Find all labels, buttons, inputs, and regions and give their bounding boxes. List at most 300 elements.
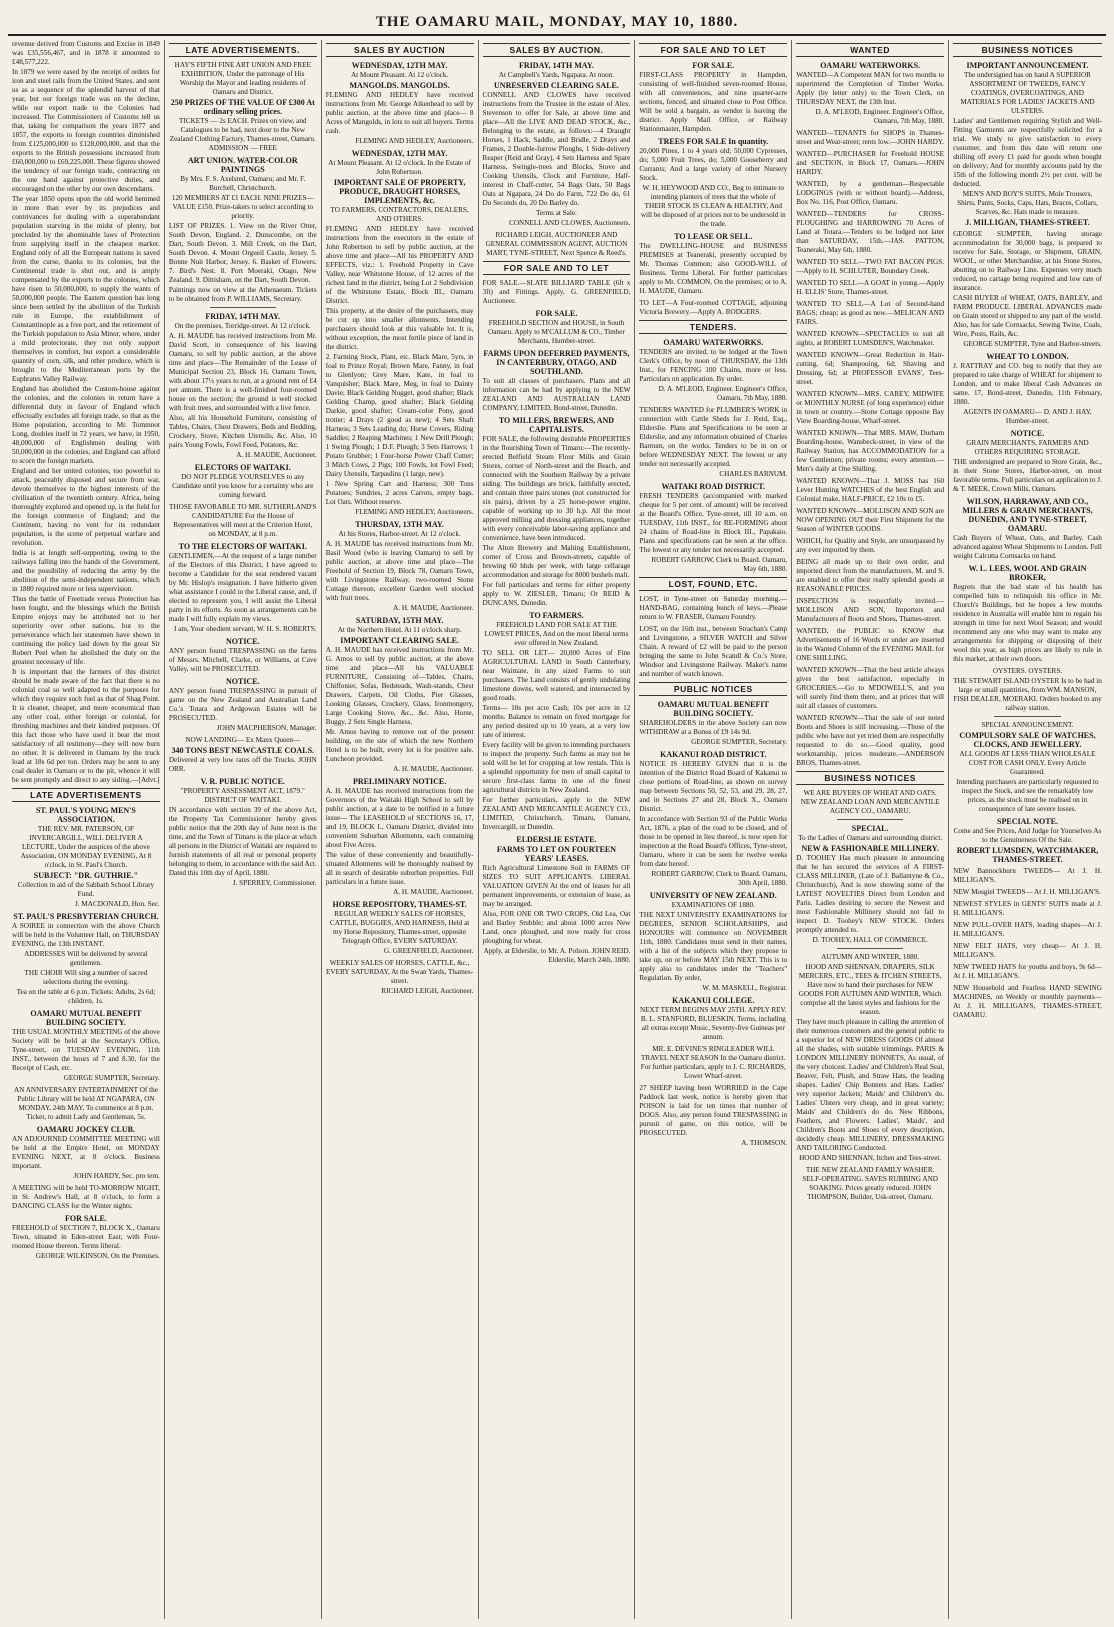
advertisement — [796, 666, 944, 711]
ad-text: 2. Farming Stock, Plant, etc. Black Mare, 5yrs, in foal to Prince Royal; Brown Mare, Fanny, in foal to Glenlyon; Grey Mare, Kate, in foal to Vanquisher; Black Mare, Meg, in foal to Dainty Davie; Black Gelding Nugget, good shafter; Black Gelding Champ, good shafter; Black Gelding Darkie, good shafter; Cream-color Pony, good trotter; 4 Drays (2 good as new); 4 Sets Shaft Harness; 3 Sets Leading do; Horse Covers, Riding Saddles; 2 Reaping Machines; 1 New Drill Plough; 1 Swing Plough; 1 D.F. Plough; 3 Sets Harrows; 1 Potato Grubber; 1 Four-horse Power Chaff Cutter; 3 Milch Cows, 2 Pigs; 100 Fowls, lot Fowl Feed; Dairy Utensils, Tarpaulins (1 large, new). — [325, 353, 474, 478]
ad-text: Apply, at Elderslie, to Mr. A. Polson. JOHN REID. Elderslie, March 24th, 1880. — [483, 947, 631, 964]
ad-text: NEW FELT HATS, very cheap— At J. H. MILLIGAN'S. — [953, 942, 1102, 959]
advertisement — [953, 817, 1102, 864]
ad-text: Rich Agricultural Limestone Soil in FARMS OF SIZES TO SUIT APPLICANTS. LIBERAL VALUATION GIVEN At the end of leases for all permanent improvements, or extension of lease, as may be arranged. — [482, 864, 631, 908]
column-1 — [8, 40, 165, 1619]
advertisement — [483, 231, 631, 258]
ad-text: EXAMINATIONS OF 1880. — [671, 901, 755, 909]
ad-text: Come and See Prices, And Judge for Yourselves As to the Genuineness Of the Sale. — [953, 827, 1102, 844]
ad-text: Tea on the table at 6 p.m. Tickets: Adults, 2s 6d; children, 1s. — [16, 988, 156, 1005]
ad-text: FRIDAY, 14TH MAY. — [519, 61, 594, 70]
advertisement — [639, 595, 787, 622]
section-heading: FOR SALE AND TO LET — [483, 261, 631, 275]
ad-text: Collection in aid of the Sabbath School Library Fund. — [17, 881, 155, 898]
ad-text: GEORGE SUMPTER, Secretary. — [63, 1074, 160, 1082]
ad-text: Terms— 10s per acre Cash; 10s per acre in 12 months. Balance to remain on fixed mortgage for any period desired up to 10 years, at a very low rate of interest. — [482, 704, 631, 739]
ad-text: revenue derived from Customs and Excise in 1849 was £35,556,467, and in 1878 it amounted to £48,577,222. — [12, 40, 160, 66]
ad-text: England has abolished the Custom-house against the colonies, and the colonies in return have a differential duty in favour of England which effectually excludes all foreign trade, so that as the Home population, according to Mr. Tommnot Long, doubles itself in 72 years, we have, in 1950, 48,000,000 of Englishmen dealing with 50,000,000 in the colonies, and England can afford to scorn the foreign markets. — [12, 385, 160, 465]
ad-text: OAMARU WATERWORKS. — [820, 61, 921, 70]
ad-text: A. H. MAUDE, Auctioneer. — [393, 765, 474, 773]
ad-text: CONNELL AND CLOWES have received instructions from the Trustee in the estate of Alex. Stevenson to offer for Sale, at above time and place—All the LIVE AND DEAD STOCK, &c., Belonging to the estate, as follows:—4 Draught Horses, 1 Hack, Saddle, and Bridle, 2 Drays and Frames, 2 Double-furrow Ploughs, 1 Side-delivery Reaper (Reid and Gray), 4 Sets Harness and Spare Harness, Swingle-trees and Blocks, Stove and Cooking Utensils, Clock and Furniture, Half-interest in Chaff-cutter, 54 Bags Oats, 50 Bags Oats at Ngapara, 24 Do do Farm, 722 Do do, 61 Do Seconds do, 20 Do Barley do. — [482, 91, 631, 207]
advertisement — [326, 900, 474, 956]
ad-text: G. GREENFIELD, Auctioneer. — [383, 947, 474, 955]
divider-rule — [837, 948, 904, 949]
advertisement — [953, 921, 1102, 939]
section-heading: LATE ADVERTISEMENTS. — [169, 43, 317, 57]
ad-text: PRELIMINARY NOTICE. — [353, 777, 447, 786]
advertisement — [12, 1086, 160, 1122]
masthead-title: THE OAMARU MAIL, MONDAY, MAY 10, 1880. — [375, 14, 739, 30]
ad-text: NEXT TERM BEGINS MAY 25TH. APPLY REV. B. L. STANFORD, BLUESKIN. Terms, including all extras except Music, Seventy-five Guineas per annum. — [639, 1006, 787, 1041]
ad-text: FOR SALE.—SLATE BILLIARD TABLE (6ft x 3ft) and Fittings. Apply, G. GREENFIELD, Auctioneer. — [482, 279, 631, 305]
ad-text: NEW Mosgiel TWEEDS— At J. H. MILLIGAN'S. — [953, 888, 1101, 896]
ad-text: England and her united colonies, too powerful to attack, peaceably disposed and secure from war, devote themselves to the highest interests of the civilisation of the twentieth century. Africa, being thoroughly explored and opened up, is the field for the foreign commerce of England; and the Continent, having no vent for its redundant population, is the scene of perpetual warfare and revolution. — [12, 467, 160, 547]
ad-text: TO FARMERS, CONTRACTORS, DEALERS, AND OTHERS. — [330, 206, 469, 223]
ad-text: At Mount Pleasant. At 12 o'clock. — [350, 71, 449, 79]
ad-text: FARMS TO LET ON FOURTEEN YEARS' LEASES. — [496, 845, 617, 863]
ad-text: WANTED KNOWN—That the sale of our noted Boots and Shoes is still increasing.—Those of the public who have not yet tried them are respectfully requested to do so.—Good quality, good workmanship, prices moderate.—ANDERSON BROS, Thames-street. — [796, 714, 945, 767]
ad-text: GRAIN MERCHANTS, FARMERS AND OTHERS REQUIRING STORAGE. — [966, 439, 1089, 456]
ad-text: SPECIAL ANNOUNCEMENT. — [981, 721, 1074, 729]
masthead — [8, 10, 1106, 36]
ad-text: At his Stores, Harbor-street. At 12 o'clock. — [338, 530, 461, 538]
advertisement — [639, 891, 787, 993]
ad-text: THE undersigned are prepared to Store Grain, &c., in their Stone Stores, Harbor-street, on most favorable terms. Full particulars on application to J. & T. MEEK, Crown Mills, Oamaru. — [953, 458, 1102, 493]
advertisement — [169, 312, 317, 460]
ad-text: V. R. PUBLIC NOTICE. — [200, 777, 285, 786]
ad-text: ELECTORS OF WAITAKI. — [194, 463, 291, 472]
ad-text: FRESH TENDERS (accompanied with marked cheque for 5 per cent. of amount) will be received at the Board's Office, Tyne-street, till 10 a.m. on TUESDAY, 11th INST., for RE-FORMING about 24 chains of Road-line in Block III., Papakaio. Plans and specifications can be seen at the office. The lowest or any tender not necessarily accepted. — [639, 492, 788, 554]
section-heading: PUBLIC NOTICES — [639, 682, 787, 696]
ad-text: The DWELLING-HOUSE and BUSINESS PREMISES at Teaneraki, presently occupied by Mr. Thomas Common; also GOOD-WILL of Business. Terms Liberal. For further particulars apply to Mr. COMMON, On the premises; or to A. H. MAUDE, Oamaru. — [639, 242, 788, 295]
advertisement — [12, 1009, 160, 1083]
ad-text: WANTED KNOWN—MOLLISON AND SON are NOW OPENING OUT their First Shipment for the Season of WINTER GOODS. — [796, 507, 945, 533]
ad-text: The undersigned has on hand A SUPERIOR ASSORTMENT OF TWEEDS, FANCY COATINGS, OVERCOATINGS, AND MATERIALS FOR LADIES' JACKETS AND ULSTERS. — [960, 71, 1095, 115]
ad-text: ANY person found TRESPASSING on the farms of Messrs. Mitchell, Clarke, or Williams, at Cave Valley, will be PROSECUTED. — [168, 647, 317, 673]
advertisement — [169, 542, 317, 634]
section-heading: BUSINESS NOTICES — [796, 771, 944, 785]
ad-text: NOTICE. — [225, 637, 260, 646]
ad-text: NEW & FASHIONABLE MILLINERY. — [801, 844, 939, 853]
ad-text: WILSON, HARRAWAY, AND CO., MILLERS & GRAIN MERCHANTS, DUNEDIN, AND TYNE-STREET, OAMARU. — [962, 497, 1093, 533]
advertisement — [639, 625, 787, 679]
section-heading: BUSINESS NOTICES — [953, 43, 1102, 57]
ad-text: IMPORTANT CLEARING SALE. — [340, 636, 459, 645]
ad-text: ST. PAUL'S YOUNG MEN'S ASSOCIATION. — [35, 806, 136, 824]
column-4 — [479, 40, 636, 1619]
advertisement — [639, 338, 787, 403]
advertisement — [796, 507, 944, 534]
ad-text: The year 1850 opens upon the old world hemmed in more than ever by its prejudices and contrivances for dealing with a superabundant population starving in the midst of plenty, but precluded by the abominable laws of Protection from supplying itself in the cheapest market. England only of all the European nations is saved from the curse, thanks to its colonies, but the Continental trade is shut out, and is amply compensated by the exports to the colonies, which have risen to 50,000,000, to supply the wants of 50,000,000 people. The Eastern question has long since been settled by the abolition of the Turkish rule in Europe, the establishment of Constantinople as a free port, and the retirement of the Turkish population to Asia Minor, where, under a mild protectorate, they not only support themselves in comfort, but export a considerable quantity of corn, silk, and other produce, which is brought to the Mediterranean ports by the Euphrates Valley Railway. — [12, 195, 160, 383]
ad-text: A. H. MAUDE has received instructions from Mr. G. Amos to sell by public auction, at the above time and place—All his VALUABLE FURNITURE, Consisting of—Tables, Chairs, Chiffonier, Sofas, Bedsteads, Wash-stands, Chest Drawers, Carpets, Oil Cloths, Pier Glasses, Looking Glasses, Crockery, Glass, Ironmongery, Large Cooking Stove, &c., &c. Also, Horse, Buggy, 2 Sets Single Harness. — [325, 646, 474, 726]
ad-text: For full particulars and terms for either property apply to W. ZIESLER, Timaru; Or REID & DUNCANS, Dunedin. — [482, 581, 631, 607]
section-heading: TENDERS. — [639, 320, 787, 334]
ad-text: THE CHOIR Will sing a number of sacred selections during the evening. — [24, 969, 148, 986]
ad-text: FREEHOLD LAND FOR SALE AT THE LOWEST PRICES, And on the most liberal terms ever offered in New Zealand. — [484, 621, 629, 647]
ad-text: A. H. MAUDE, Auctioneer. — [393, 888, 474, 896]
ad-text: IMPORTANT SALE OF PROPERTY, PRODUCE, DRAUGHT HORSES, IMPLEMENTS, &c. — [333, 178, 466, 205]
advertisement — [326, 959, 474, 996]
ad-text: WANTED TO SELL—A Lot of Second-hand BAGS; cheap; as good as new.—MELICAN AND FAIRS. — [796, 300, 945, 326]
column-5 — [635, 40, 792, 1619]
advertisement — [483, 416, 631, 608]
advertisement — [796, 279, 944, 297]
column-3 — [322, 40, 479, 1619]
ad-text: A SOIREE in connection with the above Church will be held in the Volunteer Hall, on THURSDAY EVENING, the 13th INSTANT. — [12, 922, 160, 948]
column-7 — [949, 40, 1106, 1619]
advertisement — [639, 406, 787, 479]
advertisement — [639, 750, 787, 888]
ad-text: FLEMING AND HEDLEY have received instructions from the executors in the estate of John Robertson to sell by public auction, at the above time and place—All his PROPERTY AND EFFECTS, viz.: 1. Freehold Property in Cave Valley, near Whitstone House, of 12 acres of the richest land in the district, being Lot 2 Subdivision of the Whitstone Estate, Block III., Oamaru District. — [325, 225, 474, 305]
ad-text: At Campbell's Yards, Ngapara. At noon. — [498, 71, 615, 79]
ad-text: A. H. MAUDE has received instructions from Mr. David Scott, in consequence of his leaving Oamaru, to sell by public auction, at the above time and place—The Remainder of the Lease of Municipal Section 23, Block 16, Oamaru Town, with about 17½ years to run, at a ground rent of £4 per annum. There is a well-finished four-roomed house on the section; the ground is well stocked with fruit trees, and surrounded with a live fence. — [168, 332, 317, 412]
ad-text: FLEMING AND HEDLEY, Auctioneers. — [355, 508, 474, 516]
ad-text: FOR SALE. — [692, 61, 735, 70]
ad-text: 250 PRIZES OF THE VALUE OF £300 At ordinary selling prices. — [170, 98, 315, 116]
ad-text: Delivered at very low rates off the Trucks. JOHN ORR. — [168, 756, 317, 773]
divider-rule — [837, 819, 904, 820]
advertisement — [953, 497, 1102, 561]
advertisement — [169, 637, 317, 674]
ad-text: NEWEST STYLES in GENTS' SUITS made at J. H. MILLIGAN'S. — [953, 900, 1102, 917]
ad-text: THE REV. MR. PATERSON, OF INVERCARGILL, WILL DELIVER A LECTURE, Under the auspices of the above Association, ON MONDAY EVENING, At 8 o'clock, in St. Paul's Church. — [20, 825, 152, 869]
ad-text: In accordance with Section 93 of the Public Works Act, 1876, a plan of the road to be closed, and of those to be opened in lieu thereof, is now open for inspection at the Road Board's Offices, Tyne-street, Oamaru, where it can be seen for twelve weeks from date hereof. — [639, 815, 788, 868]
ad-text: The value of these conveniently and beautifully-situated Allotments will be thoroughly realised by all in search of desirable suburban properties. Full particulars in a future issue. — [325, 851, 474, 886]
ad-text: SATURDAY, 15TH MAY. — [355, 616, 444, 625]
advertisement — [796, 1166, 944, 1202]
ad-text: WHEAT TO LONDON. — [986, 352, 1069, 361]
advertisement — [169, 156, 317, 304]
ad-text: WEDNESDAY, 12TH MAY. — [351, 149, 448, 158]
advertisement — [796, 714, 944, 768]
ad-text: UNIVERSITY OF NEW ZEALAND. — [649, 891, 777, 900]
advertisement — [639, 1045, 787, 1081]
ad-text: FOR SALE. — [65, 1214, 107, 1223]
advertisement — [796, 210, 944, 255]
ad-text: ROBERT LUMSDEN, WATCHMAKER, THAMES-STREET. — [956, 846, 1099, 864]
ad-text: Thus the battle of Freetrade versus Protection has been fought, and the blessings which the British Empire enjoys may be attributed not to her superiority over other nations, but to the perseverance which her statesmen have shown in continuing the policy laid down by the great Sir Robert Peel when he abolished the duty on the greatest necessary of life. — [12, 595, 160, 666]
advertisement — [326, 520, 474, 613]
ad-text: WANTED, the PUBLIC to KNOW that Advertisements of 16 Words or under are inserted in the Wanted Column of the EVENING MAIL for ONE SHILLING. — [796, 627, 945, 662]
ad-text: Cash Buyers of Wheat, Oats, and Barley. Cash advanced against Wheat Shipments to London. Full weight Calcutta Cornsacks on hand. — [953, 534, 1102, 560]
ad-text: SPECIAL NOTE. — [997, 817, 1058, 826]
ad-text: OAMARU MUTUAL BENEFIT BUILDING SOCIETY. — [30, 1009, 142, 1027]
advertisement — [483, 279, 631, 306]
advertisement — [12, 1214, 160, 1261]
ad-text: A. H. MAUDE has received instructions from Mr. Basil Wood (who is leaving Oamaru) to sell by public auction, at above time and place—The Freehold of Section 19, Block 78, Oamaru Town, with Livingstone Railway, two-roomed Stone Cottage thereon, excellent Garden well stocked with fruit trees. — [325, 540, 474, 602]
advertisement — [953, 61, 1102, 227]
advertisement — [796, 429, 944, 474]
ad-text: SHAREHOLDERS in the above Society can now WITHDRAW at a Bonus of £9 14s 9d. — [639, 719, 788, 736]
ad-text: WANTED KNOWN—Great Reduction in Hair-cutting, 6d; Shampooing, 6d; Shaving and Dressing, 6d; at PROFESSOR EVANS', Tees-street. — [796, 351, 945, 386]
advertisement — [796, 953, 944, 1163]
ad-text: WEEKLY SALES OF HORSES, CATTLE, &c., EVERY SATURDAY, At the Swan Yards, Thames-street. — [326, 959, 474, 985]
ad-text: TREES FOR SALE In quantity. — [658, 137, 769, 146]
ad-text: A MEETING will be held TO-MORROW NIGHT, in St. Andrew's Hall, at 8 o'clock, to form a DANCING CLASS for the Winter nights. — [12, 1184, 160, 1210]
ad-text: To the Ladies of Oamaru and surrounding district. — [798, 834, 943, 842]
advertisement — [953, 721, 1102, 814]
ad-text: WAITAKI ROAD DISTRICT. — [661, 482, 766, 491]
ad-text: NOTICE IS HEREBY GIVEN that it is the intention of the District Road Board of Kakanui to close portions of Road-line, as shown on survey map between Sections 50, 52, 53, and 29, 28, 27, and in Sections 27 and 28, Block X., Oamaru District. — [639, 760, 788, 813]
ad-text: HAY'S FIFTH FINE ART UNION AND FREE EXHIBITION, Under the patronage of His Worship the Mayor and leading residents of Oamaru and District. — [174, 61, 311, 96]
ad-text: In 1879 we were eased by the receipt of orders for iron and steel rails from the United States, and sent us as a sequence of the splendid harvest of that year, but our foreign trade was on the decline, while our export trade to the Colonies had increased. The Commissioners of Customs tell us that, taking for comparison the years 1877 and 1857, the exports to foreign countries diminished from £125,000,000 to £128,000,000, and that the exports to the British possessions increased from £60,000,000 to £69,225,000. These figures showed the tendency of our foreign trade, contracting on the one hand against protective duties, and encouraged on the other by our own descendants. — [12, 68, 160, 193]
section-heading: LOST, FOUND, ETC. — [639, 577, 787, 591]
ad-text: NEW Bannockburn TWEEDS— At J. H. MILLIGAN'S. — [953, 867, 1102, 884]
ad-text: FRIDAY, 14TH MAY. — [205, 312, 281, 321]
ad-text: TO THE ELECTORS OF WAITAKI. — [178, 542, 307, 551]
ad-text: COMPULSORY SALE OF WATCHES, CLOCKS, AND JEWELLERY. — [959, 731, 1096, 749]
ad-text: Terms at Sale. — [536, 209, 577, 217]
ad-text: India is at length self-supporting, owing to the railways falling into the hands of the Government, and the possibility of reducing the army by the abolition of the semi-independent nations, which in 1880 required more or less supervision. — [12, 549, 160, 593]
ad-text: RICHARD LEIGH, AUCTIONEER AND GENERAL COMMISSION AGENT, AUCTION MART, TYNE-STREET, Next Spence & Reed's. — [485, 231, 628, 257]
ad-text: FREEHOLD SECTION and HOUSE, in South Oamaru. Apply to M'CALLUM & CO., Timber Merchants, Humber-street. — [488, 319, 625, 345]
section-heading: LATE ADVERTISEMENTS — [12, 788, 160, 802]
ad-text: ROBERT GARROW, Clerk to Board. Oamaru, May 6th, 1880. — [651, 556, 788, 573]
ad-text: TO LEASE OR SELL. — [674, 232, 753, 241]
ad-text: TO LET—A Four-roomed COTTAGE, adjoining Victoria Brewery.—Apply A. RODGERS. — [639, 299, 788, 316]
advertisement — [639, 299, 787, 317]
advertisement — [12, 806, 160, 909]
advertisement — [953, 984, 1102, 1020]
ad-text: I am, Your obedient servant, W. H. S. ROBERTS. — [173, 625, 317, 633]
section-heading: SALES BY AUCTION — [326, 43, 474, 57]
ad-text: TO FARMERS. — [529, 611, 584, 620]
advertisement — [12, 912, 160, 1006]
advertisement — [326, 616, 474, 774]
advertisement — [796, 824, 944, 945]
ad-text: BEING all made up to their own order, and imported direct from the manufacturers, M. and S. are enabled to offer their really splendid goods at REASONABLE PRICES. — [796, 558, 945, 593]
advertisement — [639, 1084, 787, 1148]
ad-text: GEORGE WILKINSON, On the Premises. — [35, 1252, 160, 1260]
ad-text: AN ADJOURNED COMMITTEE MEETING will be held at the Empire Hotel, on MONDAY EVENING NEXT, at 8 o'clock. Business important. — [12, 1135, 160, 1170]
ad-text: This property, at the desire of the purchasers, may be cut up into smaller allotments. Intending purchasers should look at this valuable lot. It is, without exception, the most fertile piece of land in the district. — [325, 307, 474, 351]
advertisement — [639, 482, 787, 574]
advertisement — [953, 963, 1102, 981]
ad-text: WANTED—TENANTS for SHOPS in Thames-street and Wear-street; rents low.—JOHN HARDY. — [796, 129, 945, 146]
ad-text: J. RATTRAY and CO. beg to notify that they are prepared to take charge of WHEAT for shipment to London, and to make liberal Cash Advances on same. 17, Bond-street, Dunedin, 11th February, 1880. — [953, 362, 1102, 406]
ad-text: 20,000 Pines, 1 to 4 years old; 50,000 Cypresses, do; 5,000 Fruit Trees, do; 5,000 Gooseberry and Currants; And a large variety of other Nursery Stock. — [639, 147, 788, 182]
ad-text: WANTED—PURCHASER for Freehold HOUSE and SECTION, in Block 17, Oamaru.—JOHN HARDY. — [796, 150, 945, 176]
ad-text: HORSE REPOSITORY, THAMES-ST. — [332, 900, 467, 909]
ad-text: Also, FOR ONE OR TWO CROPS, Old Lea, Oat and Barley Stubble; and about 1000 acres New Land, once ploughed, and now ready for cross ploughing for wheat. — [482, 910, 631, 945]
ad-text: AN ANNIVERSARY ENTERTAINMENT Of the Public Library will be held AT NGAPARA, ON MONDAY, 24th MAY, To commence at 8 p.m. Ticket, to admit Lady and Gentleman, 5s. — [13, 1086, 158, 1121]
section-heading: FOR SALE AND TO LET — [639, 43, 787, 57]
ad-text: A. H. MAUDE, Auctioneer. — [236, 451, 317, 459]
column-2 — [165, 40, 322, 1619]
ad-text: WANTED KNOWN—That MRS. MAW, Durham Boarding-house, Wansbeck-street, in view of the Railway Station, has ACCOMMODATION for a few Gentlemen; private rooms; every attention.—Men's daily at One Shilling. — [796, 429, 945, 473]
ad-text: IMPORTANT ANNOUNCEMENT. — [966, 61, 1089, 70]
ad-text: KAKANUI ROAD DISTRICT. — [660, 750, 767, 759]
advertisement — [953, 867, 1102, 885]
advertisement — [796, 330, 944, 348]
advertisement — [953, 429, 1102, 494]
ad-text: D. A. M'LEOD, Engineer. Engineer's Office, Oamaru, 7th May, 1880. — [815, 108, 945, 125]
ad-text: FLEMING AND HEDLEY, Auctioneers. — [355, 137, 474, 145]
ad-text: UNRESERVED CLEARING SALE. — [494, 81, 619, 90]
ad-text: WANTED—TENDERS for CROSS-PLOUGHING and HARROWING 70 Acres of Land at Totara.—Tenders to be lodged not later than SATURDAY, 15th.—JAS. PATTON, Teaneraki, May 6th, 1880. — [796, 210, 945, 254]
ad-text: THE NEXT UNIVERSITY EXAMINATIONS for DEGREES, SENIOR SCHOLARSHIPS, and HONOURS will commence on NOVEMBER 11th, 1880. Candidates must send in their names, with a list of the subjects which they propose to take up, on or before MAY 15th NEXT. This is to apply also to candidates under the "Teachers" Regulation. By order, — [639, 911, 788, 982]
ad-text: CONNELL AND CLOWES, Auctioneers. — [509, 219, 631, 227]
ad-text: DO NOT PLEDGE YOURSELVES to any Candidate until you know for a certainty who are coming forward. — [172, 473, 314, 499]
ad-text: On the premises, Torridge-street. At 12 o'clock. — [174, 322, 311, 330]
ad-text: W. L. LEES, WOOL AND GRAIN BROKER, — [968, 564, 1087, 582]
ad-text: NEW Household and Fearless HAND SEWING MACHINES, on Weekly or monthly payments—At J. H. MILLIGAN'S, THAMES-STREET, OAMARU. — [953, 984, 1102, 1019]
ad-text: 1 New Spring Cart and Harness; 300 Tons Potatoes; Sundries, 2 acres Carrots, empty bags. Lot Oats. Without reserve. — [325, 480, 474, 506]
ad-text: WANTED KNOWN—That J. MOSS has 160 Lever Hunting WATCHES of the best English and Colonial make, HALF-PRICE, £2 10s to £5. — [796, 477, 945, 503]
advertisement — [953, 667, 1102, 713]
ad-text: 120 MEMBERS AT £1 EACH. NINE PRIZES—VALUE £150. Prize-takers to select according to priority. — [171, 194, 314, 220]
advertisement — [639, 137, 787, 229]
ad-text: WHICH, for Quality and Style, are unsurpassed by any ever imported by them. — [796, 537, 945, 554]
ad-text: IN accordance with section 39 of the above Act, the Property Tax Commissioner hereby gives public notice that the 20th day of June next is the time, and the Town of Timaru is the place at which all persons in the District of Waitaki are required to furnish statements of all real or personal property belonging to them, in accordance with the said Act. Dated this 10th day of April, 1880. — [168, 806, 317, 877]
advertisement — [796, 390, 944, 426]
ad-text: RICHARD LEIGH, Auctioneer. — [381, 987, 474, 995]
ad-text: INSPECTION is respectfully invited.—MOLLISON AND SON, Importers and Manufacturers of Boots and Shoes, Thames-street. — [796, 597, 945, 623]
ad-text: LOST, on the 16th inst., between Strachan's Camp and Livingstone, a SILVER WATCH and Silver Chain. A reward of £2 will be paid to the person bringing the same to John Scandl & Co.'s Store, Windsor and Livingstone Railway. Maker's name and number of watch known. — [639, 625, 788, 678]
ad-text: WANTED—A Competent MAN for two months to superintend the Completion of Timber Works. Apply (by letter only) to the Town Clerk, on THURSDAY NEXT, the 13th Inst. — [796, 71, 945, 106]
ad-text: "PROPERTY ASSESSMENT ACT, 1879." DISTRICT OF WAITAKI. — [180, 787, 305, 804]
advertisement — [796, 300, 944, 327]
ad-text: NOW LANDING— Ex Manx Queen— — [185, 736, 301, 744]
ad-text: CASH BUYER of WHEAT, OATS, BARLEY, and FARM PRODUCE. LIBERAL ADVANCES made on Grain stored or shipped to any part of the world. Also, has for sale Cornsacks, Sewing Twine, Coals, Wire, Posts, Rails, &c. — [953, 294, 1102, 338]
ad-text: OAMARU JOCKEY CLUB. — [36, 1125, 135, 1134]
ad-text: W. M. MASKELL, Registrar. — [702, 984, 788, 992]
ad-text: WANTED KNOWN—SPECTACLES to suit all sights, at ROBERT LUMSDEN'S, Watchmaker. — [796, 330, 945, 347]
advertisement — [796, 61, 944, 126]
advertisement — [953, 352, 1102, 426]
advertisement — [12, 1184, 160, 1211]
advertisement — [639, 61, 787, 134]
advertisement — [483, 835, 631, 965]
ad-text: SPECIAL. — [851, 824, 889, 833]
ad-text: For further particulars, apply to the NEW ZEALAND AND MERCANTILE AGENCY CO., LIMITED, Christchurch, Timaru, Oamaru, Invercargill, or Dunedin. — [482, 796, 631, 831]
ad-text: They have much pleasure in calling the attention of their numerous customers and the general public to a superior lot of NEW DRESS GOODS Of almost all the shades, with suitable trimmings. PARIS & LONDON MILLINERY BONNETS, As usual, of the very choicest. Ladies' and Children's Real Seal, Beaver, Felt, Plush, and Straw Hats, the leading shapes. Ladies' Chip Bonnets and Hats. Ladies' very superior Jackets; Maids' and Children's do. Ladies' Ulsters very cheap, and in great variety; Maids' and Children's do do. New Ribbons, Feathers, and Flowers. Ladies', Maids', and Children's Boots and Shoes of every description, decidedly cheap. MILLINERY, DRESSMAKING AND TAILORING Conducted. — [796, 1018, 945, 1152]
ad-text: FIRST-CLASS PROPERTY in Hampden, consisting of well-finished seven-roomed House, with all conveniences, and nine quarter-acre sections, fenced, and situated close to Post Office. Will be sold a bargain, as vendor is leaving the district. Apply Mail Office, or Railway Stationmaster, Hampden. — [639, 71, 788, 133]
ad-text: TO SELL OR LET— 20,000 Acres of Fine AGRICULTURAL LAND in South Canterbury, near Waimate, in any sized Farms to suit purchasers. The Land consists of gently undulating limestone downs, well watered, and intersected by good roads. — [482, 649, 631, 702]
ad-text: TO MILLERS, BREWERS, AND CAPITALISTS. — [498, 416, 615, 434]
ad-text: THOSE FAVORABLE TO MR. SUTHERLAND'S CANDIDATURE For the House of Representatives will meet at the Criterion Hotel, on MONDAY, at 8 p.m. — [169, 503, 317, 538]
ad-text: MR. E. DEVINE'S RINGLEADER WILL TRAVEL NEXT SEASON In the Oamaru district. For further particulars, apply to J. C. RICHARDS, Lower Wharf-street. — [640, 1045, 786, 1080]
advertisement — [796, 597, 944, 624]
ad-text: D. A. M'LEOD, Engineer. Engineer's Office, Oamaru, 7th May, 1880. — [658, 385, 788, 402]
ad-text: FOR SALE. — [535, 309, 578, 318]
ad-text: 27 SHEEP having been WORRIED in the Cape Paddock last week, notice is hereby given that POISON is laid for ten times that number of DOGS. Also, any person found TRESPASSING in pursuit of game, on this notice, will be PROSECUTED. — [639, 1084, 788, 1137]
ad-text: KAKANUI COLLEGE. — [672, 996, 755, 1005]
advertisement — [483, 309, 631, 346]
ad-text: REGULAR WEEKLY SALES OF HORSES, CATTLE, BUGGIES, AND HARNESS, Held at my Horse Repository, Thames-street, opposite Telegraph Office, EVERY SATURDAY. — [329, 910, 470, 945]
ad-text: WANTED TO SELL—TWO FAT BACON PIGS.—Apply to H. SCHLUTER, Boundary Creek. — [796, 258, 945, 275]
ad-text: Intending purchasers are particularly requested to inspect the Stock, and see the remarkably low prices, as the stock must be realised on in consequence of late severe losses. — [956, 778, 1099, 813]
ad-text: OYSTERS. OYSTERS. — [992, 667, 1063, 675]
advertisement — [169, 61, 317, 153]
ad-text: NEW TWEED HATS for youths and boys, 9s 6d—At J. H. MILLIGAN'S. — [953, 963, 1102, 980]
advertisement — [796, 558, 944, 594]
ad-text: WEDNESDAY, 12TH MAY. — [351, 61, 448, 70]
section-heading: SALES BY AUCTION. — [483, 43, 631, 57]
ad-text: WANTED KNOWN—MRS. CAREY, MIDWIFE or MONTHLY NURSE (of long experience) either in town or country.—Stone Cottage opposite Bay View Boarding-house, Wharf-street. — [796, 390, 945, 425]
advertisement — [326, 149, 474, 517]
ad-text: NOTICE. — [1010, 429, 1045, 438]
ad-text: A. THOMSON. — [741, 1139, 788, 1147]
ad-text: NOTICE. — [225, 677, 260, 686]
advertisement — [169, 463, 317, 500]
ad-text: MEN'S AND BOY'S SUITS, Mole Trousers, Shirts, Pants, Socks, Caps, Hats, Braces, Collars, Scarves, &c. Hats made to measure. — [957, 190, 1098, 216]
ad-text: A. H. MAUDE, Auctioneer. — [393, 604, 474, 612]
ad-text: J. SPERREY, Commissioner. — [232, 879, 317, 887]
advertisement — [953, 564, 1102, 664]
ad-text: WANTED KNOWN—That the best article always gives the best satisfaction, especially in GROCERIES.—Go to M'DOWELL'S, and you will surely find them there, and at prices that will suit all classes of customers. — [796, 666, 945, 710]
advertisement — [796, 477, 944, 504]
ad-text: AGENTS IN OAMARU— D. AND J. HAY, Humber-street. — [963, 408, 1092, 425]
ad-text: J. MACDONALD, Hon. Sec. — [74, 900, 160, 908]
advertisement — [796, 537, 944, 555]
ad-text: ADDRESSES Will be delivered by several gentlemen. — [24, 950, 148, 967]
ad-text: TENDERS WANTED for PLUMBER'S WORK in connection with Cattle Sheds for J. Reid, Esq., Elderslie. Plans and Specifications to be seen at Elderslie, and any information obtained of Charles Barnum, on the works. Tenders to be in on or before WEDNESDAY NEXT. The lowest or any tender not necessarily accepted. — [639, 406, 788, 468]
ad-text: LIST OF PRIZES. 1. View on the River Otter, South Devon, England. 2. Dunscombe, on the Dart, South Devon. 3. Mill Creek, on the Dart, South Devon. 4. Mount Orgueil Castle, Jersey. 5. Bonne Nuit Harbor, Jersey. 6. Basket of Flowers. 7. Bird's Nest. 8. Port Moeraki, Otago, New Zealand. 9. Dittisham, on the Dart, South Devon. — [168, 222, 317, 284]
ad-text: THE STEWART ISLAND OYSTER Is to be had in large or small quantities, from WM. MANSON, FISH DEALER, MOERAKI. Orders booked to any railway station. — [953, 677, 1102, 712]
advertisement — [796, 258, 944, 276]
advertisement — [483, 611, 631, 832]
ad-text: ALL GOODS AT LESS THAN WHOLESALE COST FOR CASH ONLY. Every Article Guaranteed. — [959, 750, 1096, 776]
ad-text: CHARLES BARNUM. — [719, 470, 788, 478]
ad-text: ROBERT GARROW, Clerk to Board. Oamaru, 30th April, 1880. — [651, 870, 788, 887]
advertisement — [953, 230, 1102, 349]
ad-text: FARMS UPON DEFERRED PAYMENTS, IN CANTERBURY, OTAGO, AND SOUTHLAND. — [483, 349, 630, 376]
column-6 — [792, 40, 949, 1619]
ad-text: D. TOOHEY Has much pleasure in announcing that he has secured the services of A FIRST-CLASS MILLINER, (Late of J. Ballantyne & Co., Christchurch), And is now showing some of the LATEST NOVELTIES Direct from London and Paris. Ladies desiring to secure the Newest and most Fashionable Millinery should not fail to inspect D. Toohey's NEW STOCK. Orders promptly attended to. — [796, 854, 945, 934]
advertisement — [639, 232, 787, 296]
ad-text: At Mount Pleasant. At 12 o'clock. In the Estate of John Robertson. — [328, 159, 472, 176]
advertisement — [169, 677, 317, 733]
advertisement — [953, 888, 1102, 897]
ad-text: 340 TONS BEST NEWCASTLE COALS. — [171, 746, 315, 755]
ad-text: J. MILLIGAN, THAMES-STREET. — [965, 218, 1090, 227]
ad-text: JOHN MACPHERSON, Manager. — [216, 724, 317, 732]
advertisement — [169, 736, 317, 774]
ad-text: By Mrs. F. S. Axelsted, Oamaru; and Mr. F. Burchell, Christchurch. — [180, 175, 306, 192]
ad-text: FOR SALE, the following desirable PROPERTIES in the flourishing Town of Timaru:—The recently-erected Belfield Steam Flour Mills and Grain Stores, corner of North-street and the Beach, and connected with the Southern Railway by a private siding. The buildings are brick, faithfully erected, and contain three pairs stones (not constructed for six pairs), driven by a 25 horse-power engine, capable of working up to 30 h.p. All the most approved milling and dressing appliances, together with every conceivable labor-saving appliance and convenience, have been introduced. — [482, 435, 631, 542]
advertisement — [326, 61, 474, 146]
advertisement — [169, 503, 317, 539]
advertisement — [169, 777, 317, 888]
ad-text: OAMARU WATERWORKS. — [663, 338, 764, 347]
ad-text: LOST, in Tyne-street on Saturday morning,—HAND-BAG, containing bunch of keys.—Please return to W. FRASER, Oamaru Foundry. — [639, 595, 788, 621]
ad-text: At the Northern Hotel. At 11 o'clock sharp. — [337, 626, 462, 634]
advertisement — [326, 777, 474, 897]
ad-text: OAMARU MUTUAL BENEFIT BUILDING SOCIETY. — [657, 700, 769, 718]
ad-text: ART UNION. WATER-COLOR PAINTINGS — [187, 156, 298, 174]
ad-text: SUBJECT: "DR. GUTHRIE." — [33, 871, 139, 880]
ad-text: Also, all his Household Furniture, consisting of Tables, Chairs, Chest Drawers, Beds and Bedding, Crockery, Stove, Kitchen Utensils, &c. Also, 10 pairs Young Fowls, Fowl Feed, Potatoes, &c. — [168, 414, 317, 449]
ad-text: W. H. HEYWOOD AND CO., Beg to intimate to intending planters of trees that the whole of THEIR STOCK IS CLEAN & HEALTHY, And will be disposed of at prices not to be undersold in the trade. — [640, 184, 786, 228]
ad-text: WE ARE BUYERS OF WHEAT AND OATS. NEW ZEALAND LOAN AND MERCANTILE AGENCY CO., OAMARU. — [800, 789, 940, 815]
ad-text: AUTUMN AND WINTER, 1880. — [821, 953, 920, 961]
ad-text: WANTED TO SELL—A GOAT in young.—Apply H. ELLIS' Store, Thames-street. — [796, 279, 945, 296]
advertisement — [796, 180, 944, 207]
advertisement — [12, 1125, 160, 1181]
ad-text: TICKETS — 2s EACH. Prizes on view, and Catalogues to be had, next door to the New Zealand Clothing Factory, Thames-street, Oamaru. ADMISSION — FREE — [169, 117, 316, 152]
ad-text: HOOD AND SHENNAN, DRAPERS, SILK MERCERS, ETC., TEES & ITCHEN STREETS, Have now to hand their purchases for NEW GOODS FOR AUTUMN AND WINTER, Which comprise all the latest styles and fashions for the season. — [798, 963, 942, 1016]
ad-text: ST. PAUL'S PRESBYTERIAN CHURCH. — [13, 912, 159, 921]
columns-container — [8, 40, 1106, 1619]
divider-rule — [210, 307, 277, 308]
advertisement — [12, 40, 160, 785]
ad-text: D. TOOHEY, HALL OF COMMERCE. — [812, 936, 928, 944]
ad-text: Mr. Amos having to remove out of the present building, on the site of which the new Northern Hotel is to be built, every lot is for positive sale. Luncheon provided. — [325, 728, 474, 763]
ad-text: TENDERS are invited, to be lodged at the Town Clerk's Office, by noon of THURSDAY, the 13th Inst., for FENCING 100 Chains, more or less. Particulars on application. By order. — [639, 348, 788, 383]
divider-rule — [994, 716, 1061, 717]
ad-text: Paintings now on view at the Athenaeum. Tickets to be obtained from P. WILLIAMS, Secretary. — [168, 286, 317, 303]
